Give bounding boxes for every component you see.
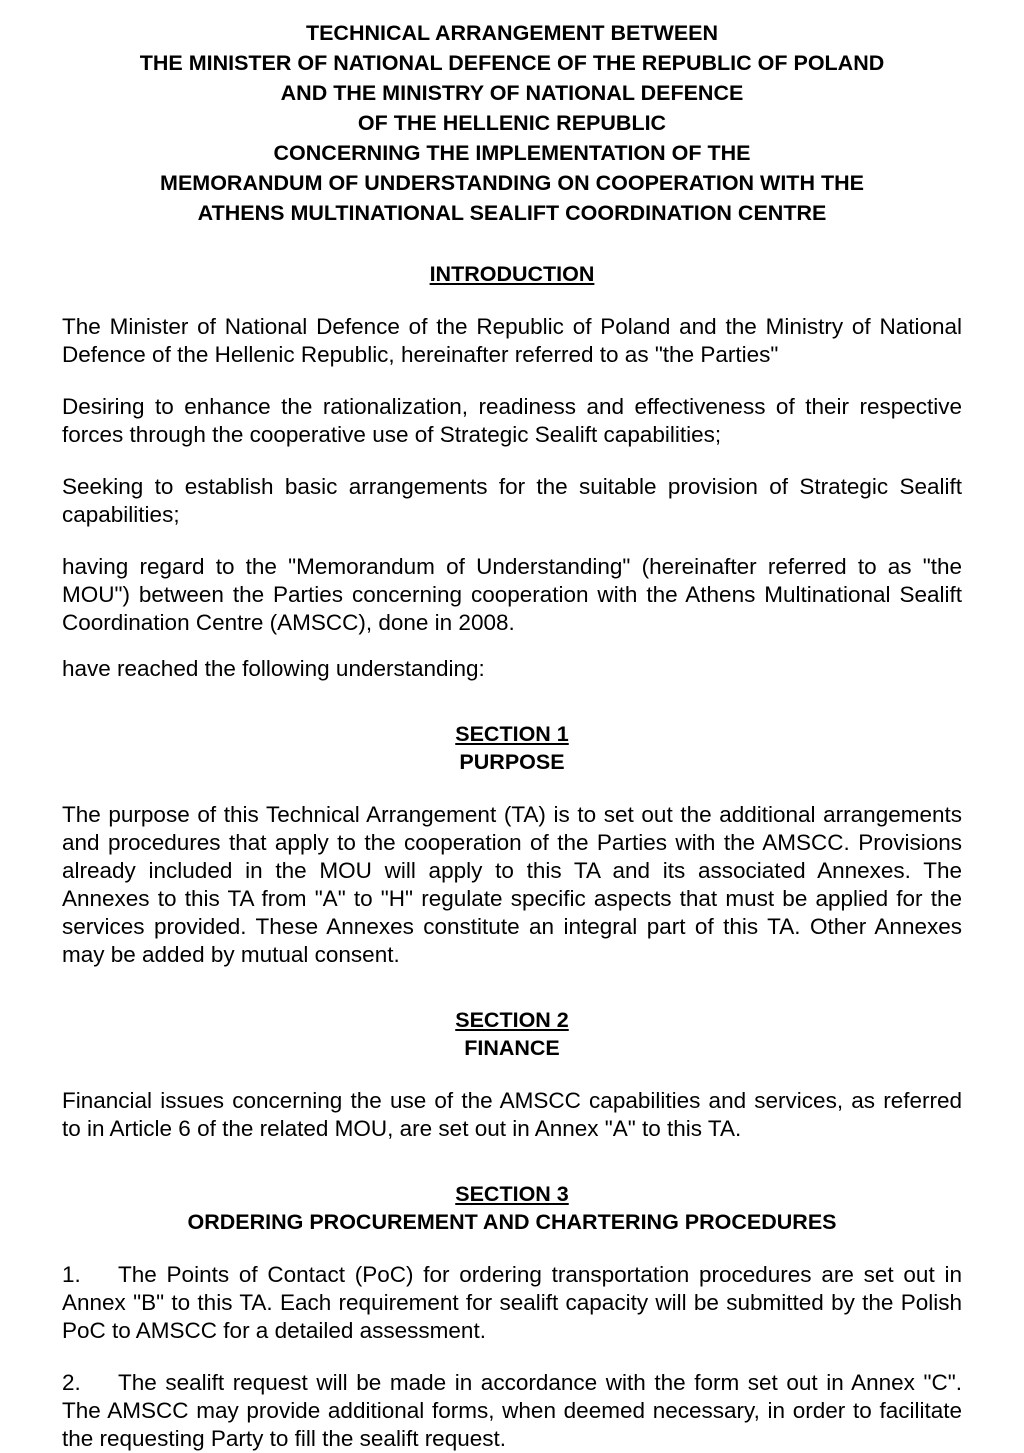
item-text: The Points of Contact (PoC) for ordering transportation procedures are set out in Annex "B" to this TA. Each requirement for sealift capacity will be submitted by the Polish PoC to AMSCC for a detailed assessment.: [62, 1262, 962, 1343]
section-3-title: ORDERING PROCUREMENT AND CHARTERING PROCEDURES: [187, 1210, 837, 1234]
document-title: [62, 18, 962, 228]
introduction-heading: [62, 260, 962, 288]
title-line: CONCERNING THE IMPLEMENTATION OF THE: [273, 141, 751, 165]
item-number: 2.: [62, 1370, 81, 1395]
section-3-number: SECTION 3: [455, 1182, 569, 1206]
section-1-number: SECTION 1: [455, 722, 569, 746]
title-line: MEMORANDUM OF UNDERSTANDING ON COOPERATION WITH THE: [160, 171, 864, 195]
section-2-title: FINANCE: [464, 1036, 560, 1060]
title-line: ATHENS MULTINATIONAL SEALIFT COORDINATION CENTRE: [197, 201, 827, 225]
section-1-text: The purpose of this Technical Arrangement (TA) is to set out the additional arrangements and procedures that apply to the cooperation of the Parties with the AMSCC. Provisions already included in the MOU will apply to this TA and its associated Annexes. The Annexes to this TA from "A" to "H" regulate specific aspects that must be applied for the services provided. These Annexes constitute an integral part of this TA. Other Annexes may be added by mutual consent.: [62, 802, 962, 967]
intro-paragraph-seeking: Seeking to establish basic arrangements for the suitable provision of Strategic Sealift capabilities;: [62, 474, 962, 527]
section-2-heading: [62, 1006, 962, 1062]
section-1-title: PURPOSE: [459, 750, 565, 774]
section-3-item: [62, 1261, 962, 1345]
section-3-heading: [62, 1180, 962, 1236]
intro-paragraph-desiring: Desiring to enhance the rationalization, readiness and effectiveness of their respective forces through the cooperative use of Strategic Sealift capabilities;: [62, 394, 962, 447]
title-line: AND THE MINISTRY OF NATIONAL DEFENCE: [280, 81, 744, 105]
intro-paragraph-reached: have reached the following understanding:: [62, 656, 485, 681]
section-2-text: Financial issues concerning the use of the AMSCC capabilities and services, as referred to in Article 6 of the related MOU, are set out in Annex "A" to this TA.: [62, 1088, 962, 1141]
introduction-heading-text: INTRODUCTION: [429, 262, 595, 286]
item-text: The sealift request will be made in accordance with the form set out in Annex "C". The AMSCC may provide additional forms, when deemed necessary, in order to facilitate the requesting Party to fill the sealift request.: [62, 1370, 962, 1451]
title-line: TECHNICAL ARRANGEMENT BETWEEN: [305, 21, 719, 45]
title-line: THE MINISTER OF NATIONAL DEFENCE OF THE REPUBLIC OF POLAND: [139, 51, 885, 75]
section-3-item: [62, 1369, 962, 1453]
intro-paragraph-parties: The Minister of National Defence of the Republic of Poland and the Ministry of National Defence of the Hellenic Republic, hereinafter referred to as "the Parties": [62, 314, 962, 367]
item-number: 1.: [62, 1262, 81, 1287]
intro-paragraph-regard: having regard to the "Memorandum of Understanding" (hereinafter referred to as "the MOU") between the Parties concerning cooperation with the Athens Multinational Sealift Coordination Centre (AMSCC), done in 2008.: [62, 554, 962, 635]
title-line: OF THE HELLENIC REPUBLIC: [357, 111, 667, 135]
section-2-number: SECTION 2: [455, 1008, 569, 1032]
section-1-heading: [62, 720, 962, 776]
